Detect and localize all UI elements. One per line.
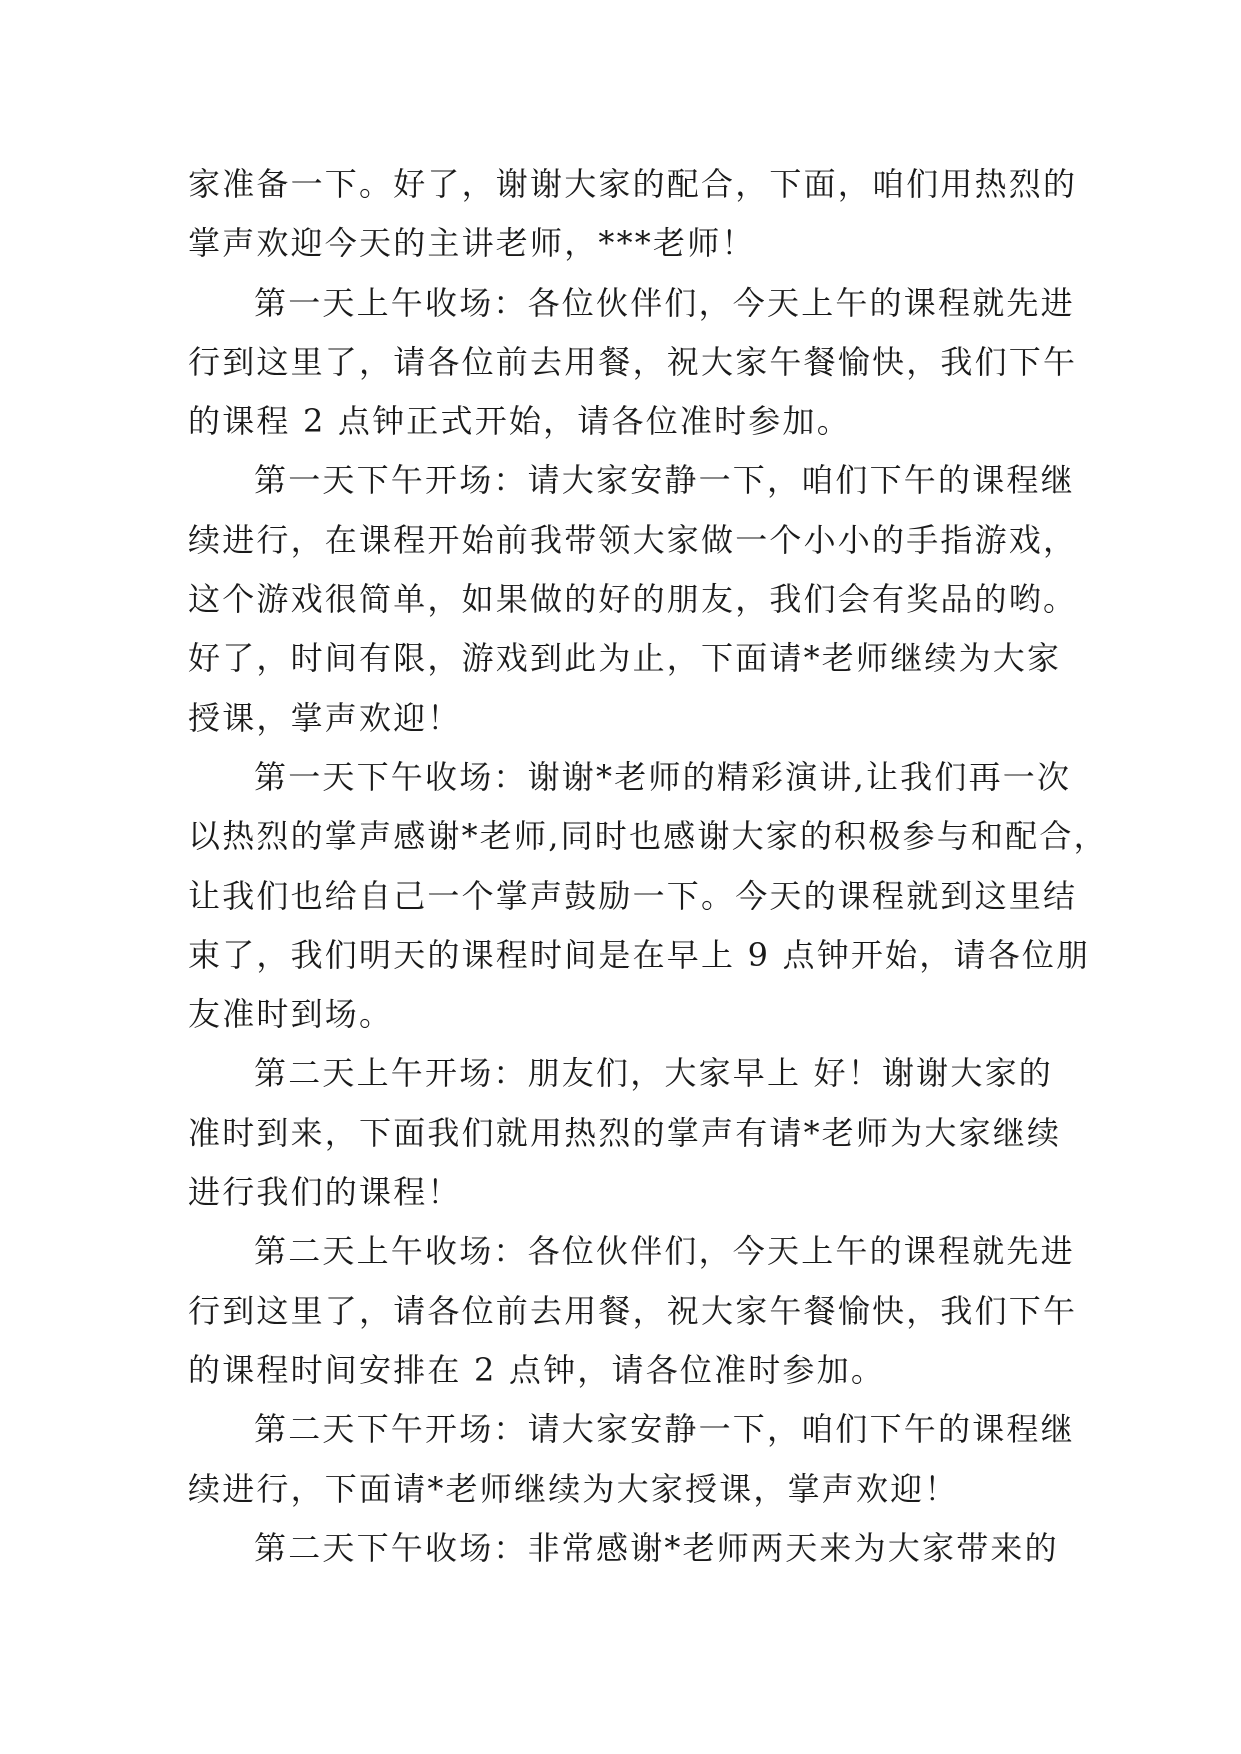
paragraph-first-line: 第一天下午收场：谢谢*老师的精彩演讲,让我们再一次 <box>254 757 1072 796</box>
body-line: 的课程 2 点钟正式开始，请各位准时参加。 <box>188 402 851 441</box>
body-line: 友准时到场。 <box>188 995 394 1034</box>
body-line: 束了，我们明天的课程时间是在早上 9 点钟开始，请各位朋 <box>188 935 1091 974</box>
body-line: 行到这里了，请各位前去用餐，祝大家午餐愉快，我们下午 <box>188 1291 1078 1330</box>
paragraph-first-line: 第一天下午开场：请大家安静一下，咱们下午的课程继 <box>254 461 1075 500</box>
body-line: 的课程时间安排在 2 点钟，请各位准时参加。 <box>188 1350 886 1389</box>
paragraph-first-line: 第二天上午收场：各位伙伴们，今天上午的课程就先进 <box>254 1232 1075 1271</box>
body-line: 准时到来，下面我们就用热烈的掌声有请*老师为大家继续 <box>188 1113 1062 1152</box>
body-line: 好了，时间有限，游戏到此为止，下面请*老师继续为大家 <box>188 639 1062 678</box>
body-line: 进行我们的课程！ <box>188 1173 462 1212</box>
document-body <box>188 155 1108 1578</box>
paragraph-first-line: 第一天上午收场：各位伙伴们，今天上午的课程就先进 <box>254 283 1075 322</box>
paragraph-first-line: 第二天下午收场：非常感谢*老师两天来为大家带来的 <box>254 1528 1059 1567</box>
body-line: 续进行，在课程开始前我带领大家做一个小小的手指游戏， <box>188 520 1078 559</box>
paragraph-first-line: 第二天上午开场：朋友们，大家早上 好！谢谢大家的 <box>254 1054 1053 1093</box>
body-line: 让我们也给自己一个掌声鼓励一下。今天的课程就到这里结 <box>188 876 1078 915</box>
body-line: 授课，掌声欢迎！ <box>188 698 462 737</box>
body-line: 以热烈的掌声感谢*老师,同时也感谢大家的积极参与和配合， <box>188 817 1108 856</box>
body-line: 家准备一下。好了，谢谢大家的配合，下面，咱们用热烈的 <box>188 165 1078 203</box>
body-line: 行到这里了，请各位前去用餐，祝大家午餐愉快，我们下午 <box>188 342 1078 381</box>
body-line: 续进行，下面请*老师继续为大家授课，掌声欢迎！ <box>188 1469 959 1508</box>
body-line: 这个游戏很简单，如果做的好的朋友，我们会有奖品的哟。 <box>188 580 1078 619</box>
body-line: 掌声欢迎今天的主讲老师，***老师！ <box>188 224 756 263</box>
paragraph-first-line: 第二天下午开场：请大家安静一下，咱们下午的课程继 <box>254 1410 1075 1449</box>
